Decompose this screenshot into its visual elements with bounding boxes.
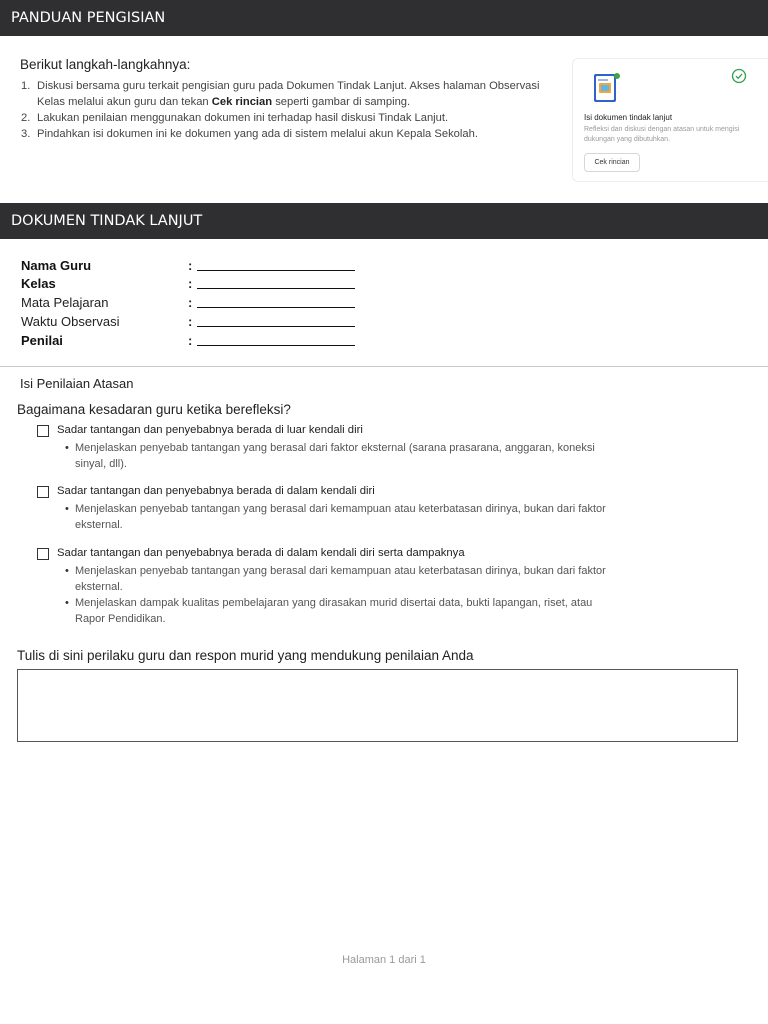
cek-rincian-button[interactable]: Cek rincian	[584, 153, 640, 172]
option-checkbox[interactable]	[37, 548, 49, 560]
guide-step-1	[21, 78, 546, 110]
field-nama-guru	[21, 258, 361, 275]
document-icon	[592, 71, 622, 105]
nama-guru-input-line[interactable]	[197, 270, 355, 271]
field-waktu-observasi	[21, 314, 361, 331]
field-colon: :	[188, 258, 193, 273]
step-text: Diskusi bersama guru terkait pengisian guru pada Dokumen Tindak Lanjut. Akses halaman Observasi Kelas melalui akun guru dan tekan	[37, 80, 540, 108]
answer-prompt: Tulis di sini perilaku guru dan respon murid yang mendukung penilaian Anda	[17, 648, 474, 663]
guide-title: PANDUAN PENGISIAN	[11, 10, 166, 26]
kelas-input-line[interactable]	[197, 288, 355, 289]
waktu-observasi-input-line[interactable]	[197, 326, 355, 327]
example-card	[572, 58, 768, 182]
field-mata-pelajaran	[21, 295, 361, 312]
answer-textbox[interactable]	[17, 669, 738, 742]
mata-pelajaran-input-line[interactable]	[197, 307, 355, 308]
guide-step-3	[21, 126, 546, 142]
field-label: Penilai	[21, 333, 63, 348]
assessment-question: Bagaimana kesadaran guru ketika berefleksi?	[17, 402, 291, 417]
bullet-item: • Menjelaskan penyebab tantangan yang berasal dari kemampuan atau keterbatasan dirinya, bukan dari faktor eksternal.	[65, 563, 625, 595]
field-label: Nama Guru	[21, 258, 92, 273]
step-number: 2.	[21, 112, 31, 124]
penilai-input-line[interactable]	[197, 345, 355, 346]
option-label: Sadar tantangan dan penyebabnya berada di luar kendali diri	[57, 424, 363, 436]
card-title: Isi dokumen tindak lanjut	[584, 113, 673, 122]
guide-heading: Berikut langkah-langkahnya:	[20, 57, 191, 72]
field-colon: :	[188, 314, 193, 329]
card-description: Refleksi dan diskusi dengan atasan untuk mengisi dukungan yang dibutuhkan.	[584, 126, 740, 143]
step-text: Pindahkan isi dokumen ini ke dokumen yang ada di sistem melalui akun Kepala Sekolah.	[37, 128, 478, 140]
option-bullets	[65, 501, 625, 533]
field-label: Waktu Observasi	[21, 314, 120, 329]
bullet-item: • Menjelaskan dampak kualitas pembelajaran yang dirasakan murid disertai data, bukti lapangan, riset, atau Rapor Pendidikan.	[65, 595, 625, 627]
step-text: Lakukan penilaian menggunakan dokumen ini terhadap hasil diskusi Tindak Lanjut.	[37, 112, 449, 124]
field-penilai	[21, 333, 361, 350]
field-colon: :	[188, 295, 193, 310]
guide-steps	[21, 78, 546, 142]
option-label: Sadar tantangan dan penyebabnya berada di dalam kendali diri	[57, 485, 375, 497]
step-text-end: seperti gambar di samping.	[272, 96, 411, 108]
bullet-item: • Menjelaskan penyebab tantangan yang berasal dari faktor eksternal (sarana prasarana, anggaran, koneksi sinyal, dll).	[65, 440, 625, 472]
guide-header-bar	[0, 0, 768, 36]
guide-step-2	[21, 110, 546, 126]
step-number: 1.	[21, 80, 31, 92]
section-divider	[0, 366, 768, 367]
bullet-item: • Menjelaskan penyebab tantangan yang berasal dari kemampuan atau keterbatasan dirinya, bukan dari faktor eksternal.	[65, 501, 625, 533]
field-colon: :	[188, 276, 193, 291]
option-bullets	[65, 440, 625, 472]
doc-title: DOKUMEN TINDAK LANJUT	[11, 213, 203, 229]
assessment-section-title: Isi Penilaian Atasan	[20, 376, 134, 391]
option-label: Sadar tantangan dan penyebabnya berada di dalam kendali diri serta dampaknya	[57, 547, 465, 559]
step-number: 3.	[21, 128, 31, 140]
option-checkbox[interactable]	[37, 425, 49, 437]
step-bold-text: Cek rincian	[211, 96, 273, 108]
field-kelas	[21, 276, 361, 293]
page-number: Halaman 1 dari 1	[342, 954, 426, 966]
option-checkbox[interactable]	[37, 486, 49, 498]
check-circle-icon	[731, 68, 747, 84]
field-label: Kelas	[21, 276, 56, 291]
field-label: Mata Pelajaran	[21, 295, 109, 310]
field-colon: :	[188, 333, 193, 348]
doc-header-bar	[0, 203, 768, 239]
option-bullets	[65, 563, 625, 627]
